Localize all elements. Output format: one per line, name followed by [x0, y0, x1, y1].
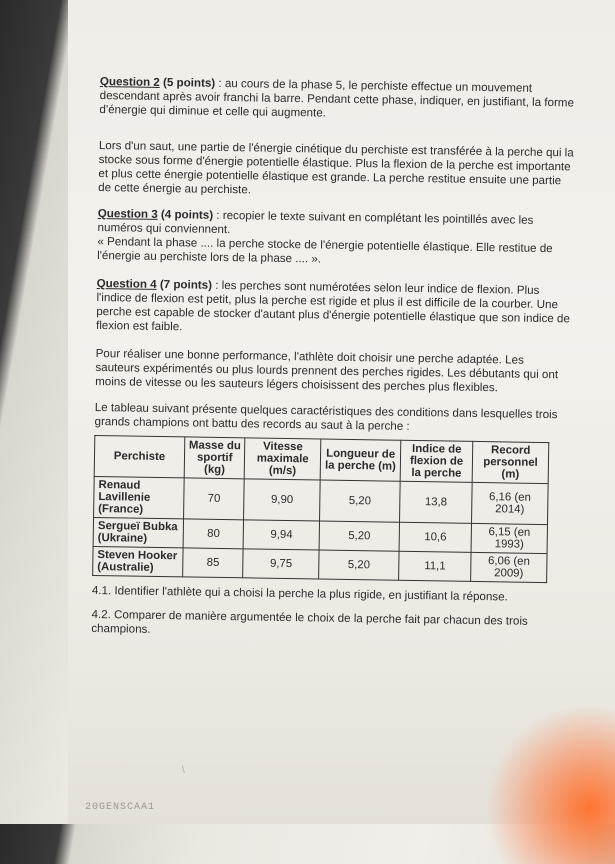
q4-text: : les perches sont numérotées selon leur indice de flexion. Plus l'indice de flexion est petit, plus la perche est rigide et plus il est difficile de la courber. Une perche est capable de stocker d'autant plus d'énergie potentielle élastique que son indice de flexion est faible.	[95, 278, 571, 334]
table-header-row	[94, 435, 549, 483]
q4-points: (7 points)	[159, 277, 213, 292]
q2-points: (5 points)	[162, 75, 216, 90]
table-cell: 9,94	[244, 520, 320, 550]
athlete-cell: Renaud Lavillenie (France)	[94, 476, 185, 518]
records-table	[92, 435, 549, 583]
table-cell: 9,75	[243, 549, 319, 579]
header-cell: Longueur de la perche (m)	[320, 439, 401, 481]
pole-choice-paragraph	[95, 347, 571, 396]
table-cell: 70	[184, 478, 245, 520]
q41-text: 4.1. Identifier l'athlète qui a choisi la perche la plus rigide, en justifiant la réponse.	[91, 583, 508, 604]
energy-paragraph	[98, 139, 574, 202]
q42-text: 4.2. Comparer de manière argumentée le choix de la perche fait par chacun des trois champions.	[91, 607, 528, 636]
q3-points: (4 points)	[160, 207, 214, 222]
table-cell: 6,16 (en 2014)	[472, 482, 549, 524]
exam-page	[91, 75, 575, 653]
q3-label: Question 3	[97, 206, 158, 221]
table-cell: 10,6	[399, 522, 471, 552]
q4-label: Question 4	[96, 276, 157, 291]
table-intro	[94, 401, 569, 436]
para-energy: Lors d'un saut, une partie de l'énergie cinétique du perchiste est transférée à la perche qui la stocke sous forme d'énergie potentielle élastique. Plus la flexion de la perche est importante et plus cette énergie potentielle élastique est grande. La perche restitue ensuite une partie de cette énergie au perchiste.	[98, 138, 574, 197]
table-cell: 80	[183, 519, 244, 549]
athlete-cell: Sergueï Bubka (Ukraine)	[93, 517, 183, 547]
header-cell: Vitesse maximale (m/s)	[245, 438, 321, 480]
q3-text: : recopier le texte suivant en complétant les pointillés avec les numéros qui conviennent.	[97, 208, 534, 237]
q3-quote: « Pendant la phase .... la perche stocke de l'énergie potentielle élastique. Elle restitue de l'énergie au perchiste lors de la phase .... ».	[97, 234, 553, 266]
q2-label: Question 2	[99, 75, 160, 89]
table-cell: 5,20	[320, 480, 401, 522]
pen-mark: \	[182, 765, 185, 776]
table-cell: 9,90	[244, 479, 320, 521]
table-cell: 11,1	[399, 551, 471, 581]
para-pole-choice: Pour réaliser une bonne performance, l'athlète doit choisir une perche adaptée. Les sauteurs expérimentés ou plus lourds prennent des perches rigides. Les débutants qui ont moins de vitesse ou les sauteurs légers choisissent des perches plus flexibles.	[95, 346, 559, 395]
footer-code: 20GENSCAA1	[85, 802, 156, 813]
para-table-intro: Le tableau suivant présente quelques caractéristiques des conditions dans lesquelles trois grands champions ont battu des records au saut à la perche :	[94, 400, 558, 433]
table-cell: 6,15 (en 1993)	[471, 523, 547, 553]
question-4	[96, 277, 572, 340]
header-cell: Indice de flexion de la perche	[400, 440, 473, 482]
question-4-1	[92, 584, 567, 605]
question-2	[99, 75, 575, 124]
header-cell: Perchiste	[94, 435, 185, 477]
table-cell: 13,8	[400, 481, 473, 523]
table-cell: 5,20	[319, 550, 400, 580]
q2-text: : au cours de la phase 5, le perchiste effectue un mouvement descendant après avoir franchi la barre. Pendant cette phase, indiquer, en justifiant, la forme d'énergie qui diminue et celle qui augmente.	[99, 76, 575, 120]
table-row	[93, 546, 547, 582]
table-cell: 85	[183, 548, 244, 578]
question-3	[97, 207, 573, 270]
table-cell: 6,06 (en 2009)	[471, 552, 547, 582]
table-row	[94, 476, 549, 524]
header-cell: Masse du sportif (kg)	[184, 437, 245, 479]
question-4-2	[91, 608, 566, 643]
table-cell: 5,20	[319, 521, 400, 551]
header-cell: Record personnel (m)	[472, 441, 549, 483]
athlete-cell: Steven Hooker (Australie)	[93, 546, 183, 576]
